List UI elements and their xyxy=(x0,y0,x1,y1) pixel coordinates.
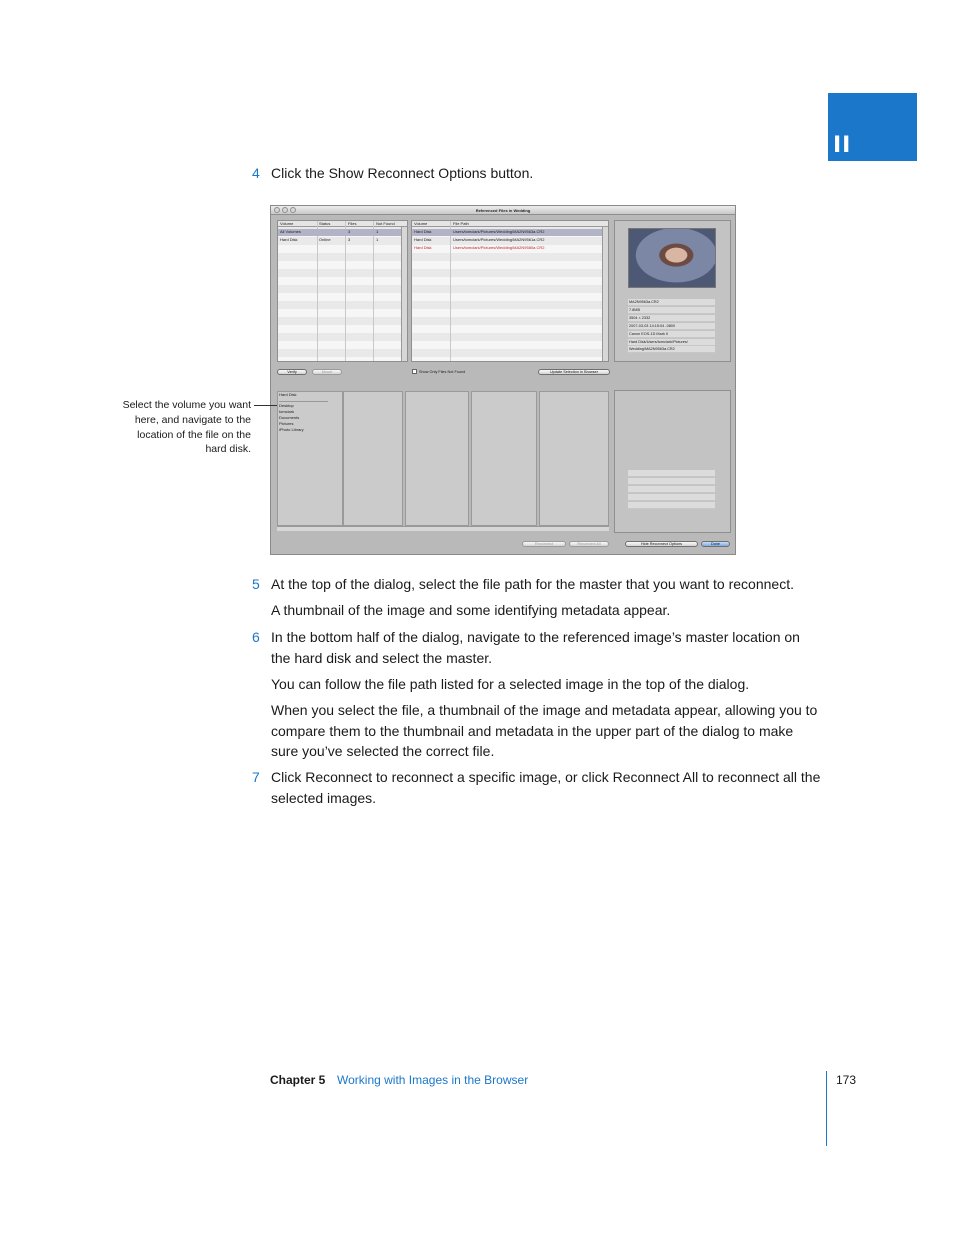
browser-column-4[interactable] xyxy=(471,391,537,526)
table-row[interactable]: Hard Disk Users/tomclark/Pictures/Wedding/MA2N9563a.CR2 xyxy=(412,229,608,236)
footer-chapter: Chapter 5 xyxy=(270,1073,326,1087)
volumes-table[interactable] xyxy=(277,220,408,362)
metadata-date: 2007-03-03 14:15:04 -0800 xyxy=(628,323,715,330)
metadata-path: Hard Disk/Users/tomclark/Pictures/ xyxy=(628,339,715,346)
candidate-preview-panel xyxy=(614,390,731,533)
scrollbar[interactable] xyxy=(602,227,608,361)
metadata-empty xyxy=(628,470,715,477)
done-button[interactable]: Done xyxy=(701,541,730,547)
master-thumbnail xyxy=(628,228,716,288)
browser-item[interactable]: iPhoto Library xyxy=(279,427,304,432)
body-paragraph: You can follow the file path listed for a selected image in the top of the dialog. xyxy=(271,676,750,692)
step-number: 6 xyxy=(252,629,260,645)
browser-item[interactable]: Documents xyxy=(279,415,300,420)
browser-item[interactable]: tomclark xyxy=(279,409,295,414)
show-only-label: Show Only Files Not Found xyxy=(419,370,466,374)
reconnect-all-button[interactable]: Reconnect All xyxy=(569,541,609,547)
volumes-table-header: Volume Status Files Not Found xyxy=(278,221,407,227)
browser-item[interactable]: Hard Disk xyxy=(279,392,297,397)
metadata-dimensions: 3504 × 2332 xyxy=(628,315,715,322)
table-row[interactable]: Hard Disk Online 3 1 xyxy=(280,237,379,242)
step-number: 5 xyxy=(252,576,260,592)
metadata-empty xyxy=(628,478,715,485)
section-tab-label: II xyxy=(833,133,852,158)
browser-column-3[interactable] xyxy=(405,391,469,526)
scrollbar[interactable] xyxy=(401,227,407,361)
step-text: In the bottom half of the dialog, navigate to the referenced image’s master location on the hard disk and select the master. xyxy=(271,629,800,666)
callout-leader-line xyxy=(254,405,277,406)
hide-reconnect-options-button[interactable]: Hide Reconnect Options xyxy=(625,541,698,547)
page-number: 173 xyxy=(836,1073,857,1087)
callout-text: Select the volume you want here, and navigate to the location of the file on the hard disk. xyxy=(122,399,251,456)
table-row[interactable]: Hard Disk Users/tomclark/Pictures/Wedding/MA2N9561a.CR2 xyxy=(414,237,545,242)
metadata-empty xyxy=(628,486,715,493)
table-row[interactable]: Hard Disk Users/tomclark/Pictures/Wedding/MA2N9580a.CR2 xyxy=(414,245,545,250)
reconnect-button[interactable]: Reconnect xyxy=(522,541,566,547)
dialog-titlebar xyxy=(271,206,735,215)
update-selection-button[interactable]: Update Selection In Browser xyxy=(538,369,610,375)
browser-item[interactable]: Pictures xyxy=(279,421,294,426)
body-paragraph: When you select the file, a thumbnail of the image and metadata appear, allowing you to compare them to the thumbnail and metadata in the upper part of the dialog to make sure you’ve selected the correct file. xyxy=(271,702,818,759)
table-row[interactable]: All Volumes 3 1 xyxy=(278,229,407,236)
browser-column-2[interactable] xyxy=(343,391,403,526)
metadata-camera: Canon EOS-1D Mark II xyxy=(628,331,715,338)
browser-column-5[interactable] xyxy=(539,391,609,526)
reconnect-dialog-screenshot xyxy=(270,205,736,555)
metadata-path-cont: Wedding/MA2N9563a.CR2 xyxy=(628,346,715,353)
files-table[interactable] xyxy=(411,220,609,362)
metadata-size: 7.8MB xyxy=(628,307,715,314)
step-number: 7 xyxy=(252,769,260,785)
step-text: At the top of the dialog, select the file path for the master that you want to reconnect. xyxy=(271,576,794,592)
verify-button[interactable]: Verify xyxy=(277,369,307,375)
horizontal-scrollbar[interactable] xyxy=(277,526,609,531)
browser-column-1[interactable] xyxy=(277,391,343,526)
step-text: Click the Show Reconnect Options button. xyxy=(271,165,534,181)
dialog-title: Referenced Files in Wedding xyxy=(475,208,531,213)
metadata-empty xyxy=(628,494,715,501)
browser-item[interactable]: Desktop xyxy=(279,403,294,408)
body-paragraph: A thumbnail of the image and some identifying metadata appear. xyxy=(271,602,671,618)
mount-button[interactable]: Mount xyxy=(312,369,342,375)
metadata-filename: MA2N9563a.CR2 xyxy=(628,299,715,306)
footer-chapter-title[interactable]: Working with Images in the Browser xyxy=(337,1073,529,1087)
section-tab xyxy=(828,93,917,161)
metadata-empty xyxy=(628,502,715,509)
show-only-checkbox[interactable] xyxy=(412,369,417,374)
step-text: Click Reconnect to reconnect a specific image, or click Reconnect All to reconnect all the selected images. xyxy=(271,769,821,806)
files-table-header: Volume File Path xyxy=(412,221,608,227)
footer-divider xyxy=(826,1071,827,1146)
master-preview-panel xyxy=(614,220,731,362)
step-number: 4 xyxy=(252,165,260,181)
